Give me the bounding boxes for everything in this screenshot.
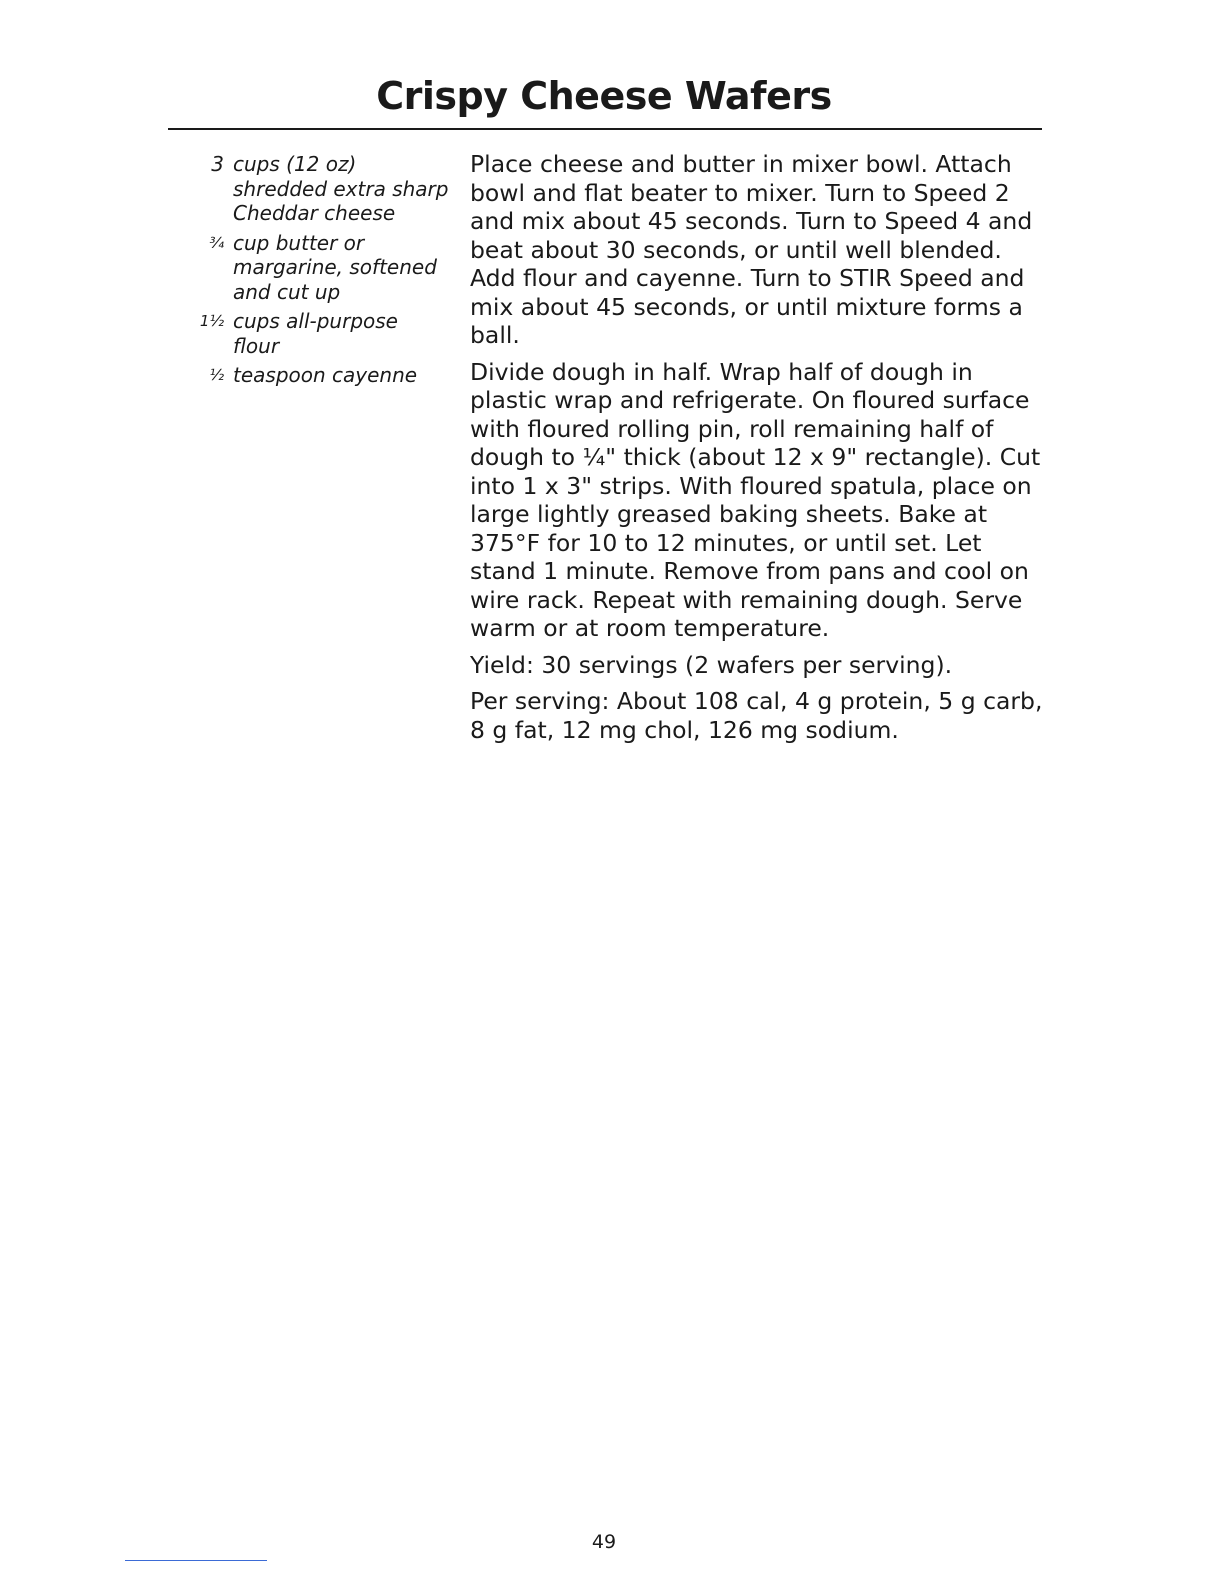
ingredient-quantity: ½ (209, 366, 224, 384)
ingredient-quantity: 1½ (199, 312, 224, 330)
ingredient-quantity: ¾ (209, 233, 224, 252)
ingredient-quantity: 3 (211, 152, 224, 176)
title-divider (168, 128, 1042, 130)
ingredient-text: cups all-purpose flour (233, 309, 398, 358)
ingredient-item (160, 363, 450, 388)
ingredient-text: teaspoon cayenne (233, 363, 418, 387)
page-number: 49 (591, 1531, 617, 1553)
direction-paragraph: Place cheese and butter in mixer bowl. Attach bowl and flat beater to mixer. Turn to Speed 2 and mix about 45 seconds. Turn to Speed 4 and beat about 30 seconds, or until well blended. Add flour and cayenne. Turn to STIR Speed and mix about 45 seconds, or until mixture forms a ball. (470, 150, 1033, 349)
ingredient-item (160, 231, 450, 305)
nutrition-text: Per serving: About 108 cal, 4 g protein, 5 g carb, 8 g fat, 12 mg chol, 126 mg sodium. (470, 687, 1043, 744)
ingredient-text: cup butter or margarine, softened and cut up (233, 230, 437, 304)
ingredient-item (160, 152, 450, 226)
ingredient-item (160, 309, 450, 358)
ingredient-text: cups (12 oz) shredded extra sharp Cheddar cheese (233, 152, 449, 225)
footer-divider (125, 1560, 267, 1561)
page-title: Crispy Cheese Wafers (376, 74, 832, 118)
yield-text: Yield: 30 servings (2 wafers per serving). (470, 650, 953, 679)
ingredient-list (160, 152, 450, 393)
direction-paragraph: Divide dough in half. Wrap half of dough in plastic wrap and refrigerate. On floured surface with floured rolling pin, roll remaining half of dough to ¼" thick (about 12 x 9" rectangle). Cut into 1 x 3" strips. With floured spatula, place on large lightly greased baking sheets. Bake at 375°F for 10 to 12 minutes, or until set. Let stand 1 minute. Remove from pans and cool on wire rack. Repeat with remaining dough. Serve warm or at room temperature. (470, 357, 1041, 642)
directions (470, 150, 1050, 752)
